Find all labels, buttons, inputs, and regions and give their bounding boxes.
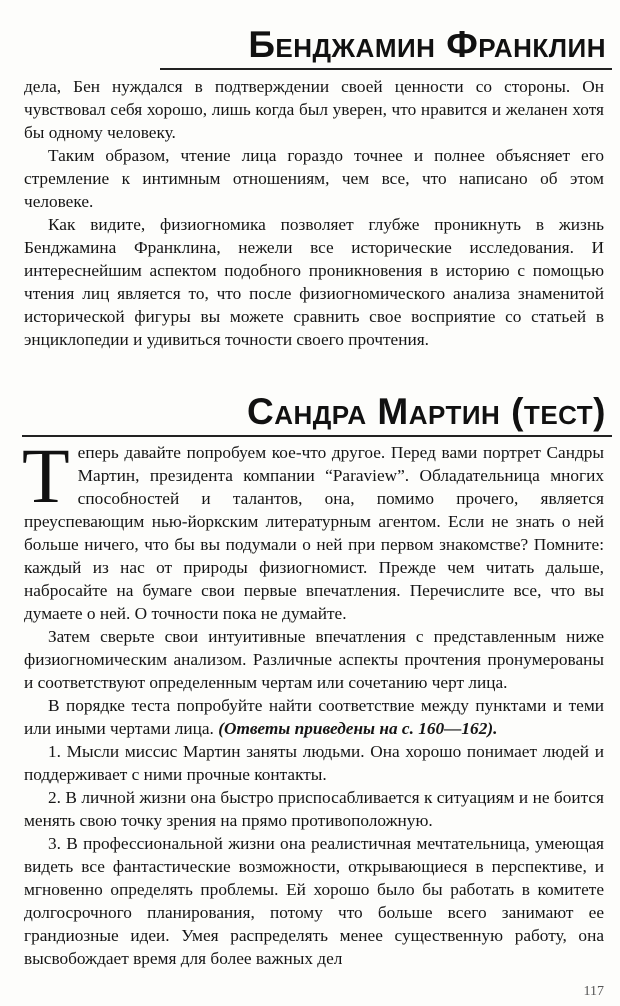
title-rule-franklin [160, 68, 612, 70]
analysis-item-1: 1. Мысли миссис Мартин заняты людьми. Она хорошо понимает людей и поддерживает с ними прочные контакты. [24, 742, 604, 784]
title-rule-martin [22, 435, 612, 437]
franklin-paragraph-3: Как видите, физиогномика позволяет глубже проникнуть в жизнь Бенджамина Франклина, нежели все исторические исследования. И интереснейшим аспектом подобного проникновения в историю с помощью чтения лиц является то, что после физиогномического анализа знаменитой исторической фигуры вы можете сравнить свое восприятие со статьей в энциклопедии и удивиться точности своего прочтения. [24, 215, 604, 349]
section-title-martin: Сандра Мартин (тест) [246, 391, 606, 432]
section-title-franklin: Бенджамин Франклин [248, 24, 606, 65]
answers-reference: (Ответы приведены на с. 160—162). [218, 719, 498, 738]
martin-intro-paragraph [22, 432, 604, 625]
franklin-paragraph-2: Таким образом, чтение лица гораздо точнее и полнее объясняет его стремление к интимным отношениям, чем все, что написано об этом человеке. [24, 146, 604, 211]
drop-cap: Т [22, 432, 70, 519]
analysis-item-3: 3. В профессиональной жизни она реалистичная мечтательница, умеющая видеть все фантастические возможности, открывающиеся в перспективе, и мгновенно определять проблемы. Ей хорошо было бы работать в комитете долгосрочного планирования, потому что больше всего занимают ее грандиозные идеи. Умея распределять менее существенную работу, она высвобождает время для более важных дел [24, 834, 604, 968]
martin-text [22, 432, 604, 970]
franklin-paragraph-1: дела, Бен нуждался в подтверждении своей ценности со стороны. Он чувствовал себя хорошо, лишь когда был уверен, что нравится и желанен хотя бы одному человеку. [24, 77, 604, 142]
martin-paragraph-3 [24, 694, 604, 740]
analysis-item-2: 2. В личной жизни она быстро приспосабливается к ситуациям и не боится менять свою точку зрения на прямо противоположную. [24, 788, 604, 830]
franklin-text [24, 75, 604, 351]
martin-paragraph-2: Затем сверьте свои интуитивные впечатления с представленным ниже физиогномическим анализом. Различные аспекты прочтения пронумерованы и соответствуют определенным чертам или сочетанию черт лица. [24, 627, 604, 692]
page-number: 117 [583, 984, 604, 999]
test-instruction: В порядке теста попробуйте найти соответствие между пунктами и теми или иными чертами лица. [24, 696, 604, 738]
martin-intro-text: еперь давайте попробуем кое-что другое. Перед вами портрет Сандры Мартин, президента компании “Paraview”. Обладательница многих способностей и талантов, она, помимо прочего, является преуспевающим нью-йоркским литературным агентом. Если не знать о ней больше ничего, что бы вы подумали о ней при первом знакомстве? Помните: каждый из нас от природы физиогномист. Прежде чем читать дальше, набросайте на бумаге свои первые впечатления. Перечислите все, что вы думаете о ней. О точности пока не думайте. [24, 443, 604, 623]
